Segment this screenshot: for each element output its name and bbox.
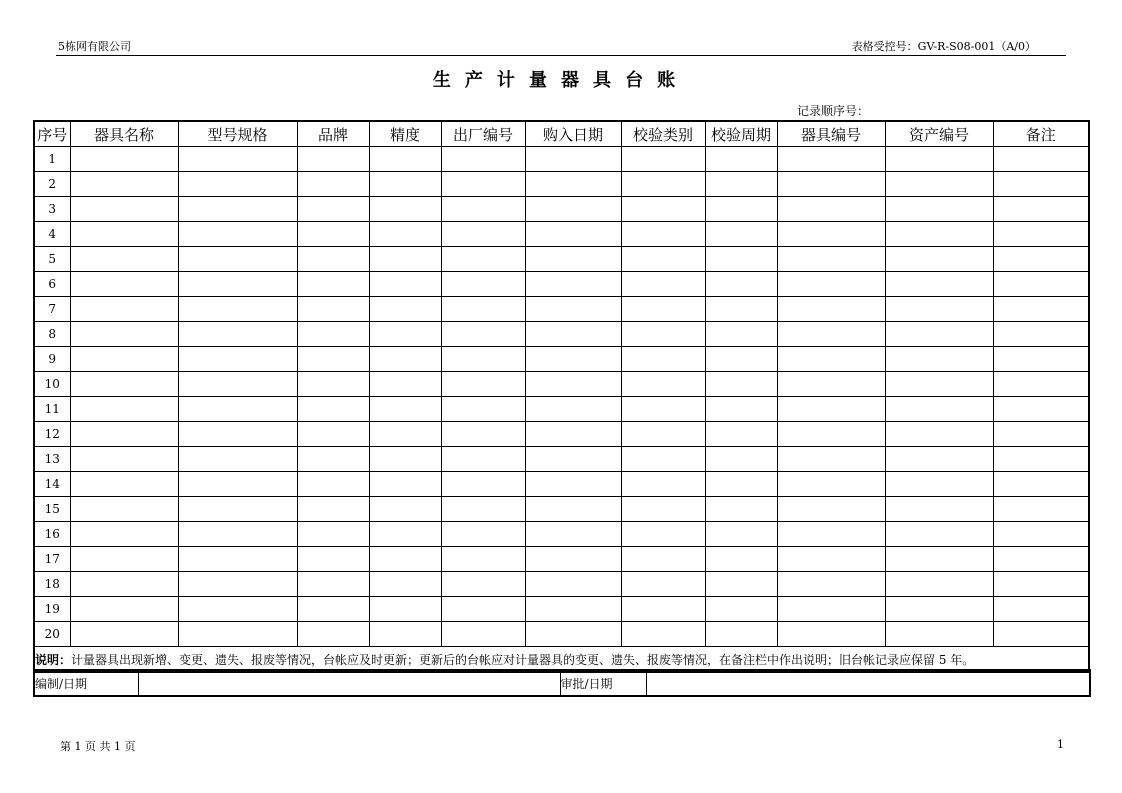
table-cell[interactable] — [705, 522, 777, 547]
table-header-row — [34, 121, 1089, 147]
table-cell[interactable] — [621, 172, 705, 197]
table-cell[interactable] — [369, 222, 441, 247]
table-cell[interactable] — [297, 472, 369, 497]
column-header: 品牌 — [297, 121, 369, 147]
table-cell[interactable] — [777, 522, 885, 547]
table-cell[interactable] — [525, 447, 621, 472]
table-cell[interactable] — [369, 547, 441, 572]
table-cell[interactable] — [297, 247, 369, 272]
table-cell[interactable] — [621, 472, 705, 497]
table-cell[interactable] — [70, 247, 178, 272]
table-cell[interactable] — [369, 572, 441, 597]
table-cell[interactable] — [777, 372, 885, 397]
table-row — [34, 322, 1089, 347]
sign-row — [34, 670, 1090, 696]
column-header: 序号 — [34, 121, 70, 147]
table-row — [34, 372, 1089, 397]
table-cell[interactable] — [178, 322, 297, 347]
row-number: 2 — [34, 172, 70, 197]
table-cell[interactable] — [70, 572, 178, 597]
table-cell[interactable] — [621, 622, 705, 647]
table-cell[interactable] — [70, 547, 178, 572]
table-cell[interactable] — [297, 147, 369, 172]
table-cell[interactable] — [777, 272, 885, 297]
table-cell[interactable] — [525, 172, 621, 197]
table-cell[interactable] — [705, 597, 777, 622]
table-cell[interactable] — [705, 322, 777, 347]
table-cell[interactable] — [178, 172, 297, 197]
row-number: 1 — [34, 147, 70, 172]
table-cell[interactable] — [777, 497, 885, 522]
table-cell[interactable] — [777, 447, 885, 472]
table-cell[interactable] — [777, 147, 885, 172]
table-cell[interactable] — [178, 397, 297, 422]
table-cell[interactable] — [178, 572, 297, 597]
table-cell[interactable] — [297, 622, 369, 647]
table-cell[interactable] — [441, 197, 525, 222]
row-number: 18 — [34, 572, 70, 597]
table-cell[interactable] — [993, 572, 1089, 597]
table-row — [34, 572, 1089, 597]
table-cell[interactable] — [525, 522, 621, 547]
table-cell[interactable] — [621, 497, 705, 522]
table-cell[interactable] — [297, 197, 369, 222]
table-cell[interactable] — [441, 497, 525, 522]
table-cell[interactable] — [621, 197, 705, 222]
table-cell[interactable] — [525, 497, 621, 522]
table-cell[interactable] — [885, 397, 993, 422]
row-number: 6 — [34, 272, 70, 297]
table-cell[interactable] — [621, 547, 705, 572]
table-cell[interactable] — [441, 297, 525, 322]
table-cell[interactable] — [777, 197, 885, 222]
table-cell[interactable] — [369, 247, 441, 272]
table-cell[interactable] — [70, 222, 178, 247]
table-cell[interactable] — [885, 572, 993, 597]
table-cell[interactable] — [525, 272, 621, 297]
table-cell[interactable] — [993, 147, 1089, 172]
table-cell[interactable] — [297, 172, 369, 197]
row-number: 20 — [34, 622, 70, 647]
table-cell[interactable] — [369, 322, 441, 347]
table-cell[interactable] — [297, 422, 369, 447]
table-cell[interactable] — [441, 622, 525, 647]
column-header: 资产编号 — [885, 121, 993, 147]
table-cell[interactable] — [297, 522, 369, 547]
table-cell[interactable] — [369, 497, 441, 522]
table-row — [34, 397, 1089, 422]
table-row — [34, 497, 1089, 522]
table-cell[interactable] — [441, 222, 525, 247]
row-number: 9 — [34, 347, 70, 372]
table-cell[interactable] — [993, 197, 1089, 222]
table-cell[interactable] — [525, 572, 621, 597]
table-cell[interactable] — [885, 522, 993, 547]
table-cell[interactable] — [885, 197, 993, 222]
table-cell[interactable] — [70, 497, 178, 522]
table-cell[interactable] — [70, 597, 178, 622]
row-number: 3 — [34, 197, 70, 222]
table-row — [34, 147, 1089, 172]
table-cell[interactable] — [621, 397, 705, 422]
table-cell[interactable] — [777, 622, 885, 647]
row-number: 17 — [34, 547, 70, 572]
table-cell[interactable] — [297, 497, 369, 522]
table-cell[interactable] — [178, 372, 297, 397]
table-cell[interactable] — [705, 172, 777, 197]
table-cell[interactable] — [885, 447, 993, 472]
row-number: 4 — [34, 222, 70, 247]
table-row — [34, 347, 1089, 372]
table-cell[interactable] — [777, 347, 885, 372]
row-number: 14 — [34, 472, 70, 497]
table-cell[interactable] — [525, 472, 621, 497]
table-cell[interactable] — [441, 322, 525, 347]
table-cell[interactable] — [621, 147, 705, 172]
table-cell[interactable] — [297, 322, 369, 347]
table-cell[interactable] — [70, 447, 178, 472]
table-cell[interactable] — [441, 347, 525, 372]
note-label: 说明： — [35, 652, 72, 667]
table-cell[interactable] — [885, 372, 993, 397]
table-cell[interactable] — [777, 472, 885, 497]
table-cell[interactable] — [441, 397, 525, 422]
row-number: 5 — [34, 247, 70, 272]
table-cell[interactable] — [777, 597, 885, 622]
table-cell[interactable] — [525, 547, 621, 572]
table-cell[interactable] — [705, 272, 777, 297]
table-cell[interactable] — [705, 497, 777, 522]
table-cell[interactable] — [70, 172, 178, 197]
table-cell[interactable] — [70, 472, 178, 497]
table-cell[interactable] — [369, 197, 441, 222]
table-cell[interactable] — [297, 572, 369, 597]
column-header: 备注 — [993, 121, 1089, 147]
table-row — [34, 597, 1089, 622]
column-header: 购入日期 — [525, 121, 621, 147]
table-cell[interactable] — [705, 147, 777, 172]
table-cell[interactable] — [993, 622, 1089, 647]
table-cell[interactable] — [705, 347, 777, 372]
table-cell[interactable] — [705, 197, 777, 222]
table-cell[interactable] — [178, 447, 297, 472]
table-cell[interactable] — [441, 572, 525, 597]
table-cell[interactable] — [621, 572, 705, 597]
table-cell[interactable] — [777, 422, 885, 447]
column-header: 校验周期 — [705, 121, 777, 147]
table-cell[interactable] — [297, 597, 369, 622]
column-header: 出厂编号 — [441, 121, 525, 147]
table-cell[interactable] — [993, 372, 1089, 397]
table-cell[interactable] — [705, 447, 777, 472]
table-cell[interactable] — [297, 372, 369, 397]
table-cell[interactable] — [369, 147, 441, 172]
table-cell[interactable] — [885, 547, 993, 572]
table-cell[interactable] — [705, 572, 777, 597]
table-cell[interactable] — [993, 522, 1089, 547]
row-number: 15 — [34, 497, 70, 522]
table-cell[interactable] — [441, 172, 525, 197]
table-cell[interactable] — [993, 597, 1089, 622]
table-cell[interactable] — [178, 197, 297, 222]
table-cell[interactable] — [525, 397, 621, 422]
table-cell[interactable] — [441, 422, 525, 447]
table-cell[interactable] — [369, 522, 441, 547]
table-cell[interactable] — [297, 347, 369, 372]
table-cell[interactable] — [621, 297, 705, 322]
table-cell[interactable] — [525, 247, 621, 272]
table-cell[interactable] — [369, 397, 441, 422]
table-row — [34, 522, 1089, 547]
table-cell[interactable] — [369, 297, 441, 322]
table-cell[interactable] — [885, 597, 993, 622]
table-cell[interactable] — [441, 472, 525, 497]
table-cell[interactable] — [885, 172, 993, 197]
table-cell[interactable] — [297, 272, 369, 297]
note-text: 计量器具出现新增、变更、遗失、报废等情况，台帐应及时更新；更新后的台帐应对计量器具的变更、遗失、报废等情况，在备注栏中作出说明；旧台帐记录应保留 5 年。 — [71, 652, 975, 667]
table-cell[interactable] — [621, 347, 705, 372]
table-cell[interactable] — [705, 622, 777, 647]
table-cell[interactable] — [369, 172, 441, 197]
table-cell[interactable] — [525, 147, 621, 172]
table-cell[interactable] — [369, 347, 441, 372]
row-number: 7 — [34, 297, 70, 322]
table-cell[interactable] — [369, 622, 441, 647]
table-cell[interactable] — [621, 522, 705, 547]
sign-table — [33, 669, 1091, 697]
table-cell[interactable] — [621, 322, 705, 347]
page-count: 第 1 页 共 1 页 — [60, 740, 136, 753]
table-cell[interactable] — [885, 272, 993, 297]
table-cell[interactable] — [705, 547, 777, 572]
table-cell[interactable] — [993, 247, 1089, 272]
table-cell[interactable] — [705, 247, 777, 272]
column-header: 型号规格 — [178, 121, 297, 147]
table-row — [34, 172, 1089, 197]
prepared-by-label: 编制/日期 — [34, 670, 138, 696]
table-cell[interactable] — [705, 372, 777, 397]
table-cell[interactable] — [525, 422, 621, 447]
table-cell[interactable] — [777, 172, 885, 197]
approved-by-label: 审批/日期 — [560, 670, 646, 696]
table-cell[interactable] — [705, 397, 777, 422]
table-cell[interactable] — [297, 547, 369, 572]
table-cell[interactable] — [441, 547, 525, 572]
table-cell[interactable] — [885, 497, 993, 522]
table-cell[interactable] — [178, 147, 297, 172]
table-row — [34, 622, 1089, 647]
table-cell[interactable] — [441, 272, 525, 297]
table-cell[interactable] — [621, 272, 705, 297]
table-cell[interactable] — [178, 497, 297, 522]
approved-by-field[interactable] — [646, 670, 1090, 696]
table-cell[interactable] — [297, 297, 369, 322]
table-cell[interactable] — [777, 247, 885, 272]
table-cell[interactable] — [705, 222, 777, 247]
document-title: 生产计量器具台账 — [432, 70, 690, 91]
column-header: 器具编号 — [777, 121, 885, 147]
table-cell[interactable] — [70, 522, 178, 547]
table-cell[interactable] — [369, 447, 441, 472]
table-cell[interactable] — [178, 272, 297, 297]
table-cell[interactable] — [885, 147, 993, 172]
table-cell[interactable] — [621, 222, 705, 247]
table-cell[interactable] — [993, 272, 1089, 297]
row-number: 16 — [34, 522, 70, 547]
table-cell[interactable] — [369, 272, 441, 297]
table-cell[interactable] — [777, 397, 885, 422]
table-row — [34, 447, 1089, 472]
table-cell[interactable] — [178, 347, 297, 372]
table-cell[interactable] — [993, 172, 1089, 197]
table-cell[interactable] — [777, 322, 885, 347]
table-cell[interactable] — [525, 372, 621, 397]
table-cell[interactable] — [777, 572, 885, 597]
table-cell[interactable] — [441, 147, 525, 172]
table-cell[interactable] — [993, 497, 1089, 522]
table-cell[interactable] — [70, 322, 178, 347]
table-row — [34, 247, 1089, 272]
table-row — [34, 472, 1089, 497]
table-cell[interactable] — [621, 597, 705, 622]
row-number: 12 — [34, 422, 70, 447]
table-cell[interactable] — [993, 322, 1089, 347]
table-cell[interactable] — [525, 622, 621, 647]
table-cell[interactable] — [993, 347, 1089, 372]
table-cell[interactable] — [70, 272, 178, 297]
table-cell[interactable] — [885, 422, 993, 447]
row-number: 10 — [34, 372, 70, 397]
table-cell[interactable] — [993, 397, 1089, 422]
table-cell[interactable] — [441, 597, 525, 622]
table-cell[interactable] — [178, 472, 297, 497]
column-header: 精度 — [369, 121, 441, 147]
row-number: 13 — [34, 447, 70, 472]
column-header: 校验类别 — [621, 121, 705, 147]
table-cell[interactable] — [297, 447, 369, 472]
table-cell[interactable] — [621, 372, 705, 397]
table-cell[interactable] — [369, 422, 441, 447]
table-cell[interactable] — [70, 422, 178, 447]
table-cell[interactable] — [441, 247, 525, 272]
table-cell[interactable] — [621, 247, 705, 272]
table-cell[interactable] — [777, 222, 885, 247]
table-cell[interactable] — [70, 372, 178, 397]
table-cell[interactable] — [525, 222, 621, 247]
table-row — [34, 422, 1089, 447]
table-cell[interactable] — [369, 372, 441, 397]
table-cell[interactable] — [178, 522, 297, 547]
table-cell[interactable] — [70, 297, 178, 322]
table-row — [34, 272, 1089, 297]
table-cell[interactable] — [178, 247, 297, 272]
table-cell[interactable] — [993, 297, 1089, 322]
ledger-table — [33, 120, 1090, 673]
table-row — [34, 297, 1089, 322]
table-cell[interactable] — [525, 322, 621, 347]
table-cell[interactable] — [885, 472, 993, 497]
table-cell[interactable] — [178, 622, 297, 647]
table-row — [34, 547, 1089, 572]
table-row — [34, 197, 1089, 222]
table-cell[interactable] — [885, 347, 993, 372]
table-cell[interactable] — [369, 597, 441, 622]
column-header: 器具名称 — [70, 121, 178, 147]
table-cell[interactable] — [525, 297, 621, 322]
table-cell[interactable] — [525, 597, 621, 622]
table-cell[interactable] — [178, 597, 297, 622]
table-cell[interactable] — [885, 622, 993, 647]
table-cell[interactable] — [297, 397, 369, 422]
table-cell[interactable] — [993, 547, 1089, 572]
table-cell[interactable] — [70, 397, 178, 422]
table-cell[interactable] — [178, 422, 297, 447]
page-number: 1 — [1057, 738, 1064, 751]
table-cell[interactable] — [621, 422, 705, 447]
table-cell[interactable] — [70, 147, 178, 172]
table-cell[interactable] — [705, 422, 777, 447]
table-cell[interactable] — [441, 372, 525, 397]
table-cell[interactable] — [525, 197, 621, 222]
table-cell[interactable] — [777, 547, 885, 572]
table-cell[interactable] — [705, 297, 777, 322]
table-cell[interactable] — [178, 297, 297, 322]
table-cell[interactable] — [885, 247, 993, 272]
table-cell[interactable] — [885, 297, 993, 322]
header-divider — [56, 55, 1066, 56]
table-row — [34, 222, 1089, 247]
row-number: 11 — [34, 397, 70, 422]
prepared-by-field[interactable] — [138, 670, 560, 696]
record-number-label: 记录顺序号： — [797, 104, 870, 118]
table-cell[interactable] — [369, 472, 441, 497]
table-cell[interactable] — [297, 222, 369, 247]
table-cell[interactable] — [885, 222, 993, 247]
table-cell[interactable] — [441, 447, 525, 472]
table-cell[interactable] — [993, 472, 1089, 497]
table-cell[interactable] — [993, 447, 1089, 472]
table-cell[interactable] — [70, 197, 178, 222]
table-cell[interactable] — [993, 222, 1089, 247]
table-cell[interactable] — [70, 347, 178, 372]
table-cell[interactable] — [441, 522, 525, 547]
row-number: 19 — [34, 597, 70, 622]
table-cell[interactable] — [993, 422, 1089, 447]
table-cell[interactable] — [70, 622, 178, 647]
row-number: 8 — [34, 322, 70, 347]
table-cell[interactable] — [885, 322, 993, 347]
table-cell[interactable] — [178, 222, 297, 247]
table-cell[interactable] — [525, 347, 621, 372]
table-cell[interactable] — [705, 472, 777, 497]
company-name: 5栋网有限公司 — [58, 40, 131, 53]
table-cell[interactable] — [777, 297, 885, 322]
form-control-number: 表格受控号：GV-R-S08-001（A/0） — [851, 40, 1036, 53]
table-cell[interactable] — [178, 547, 297, 572]
table-cell[interactable] — [621, 447, 705, 472]
